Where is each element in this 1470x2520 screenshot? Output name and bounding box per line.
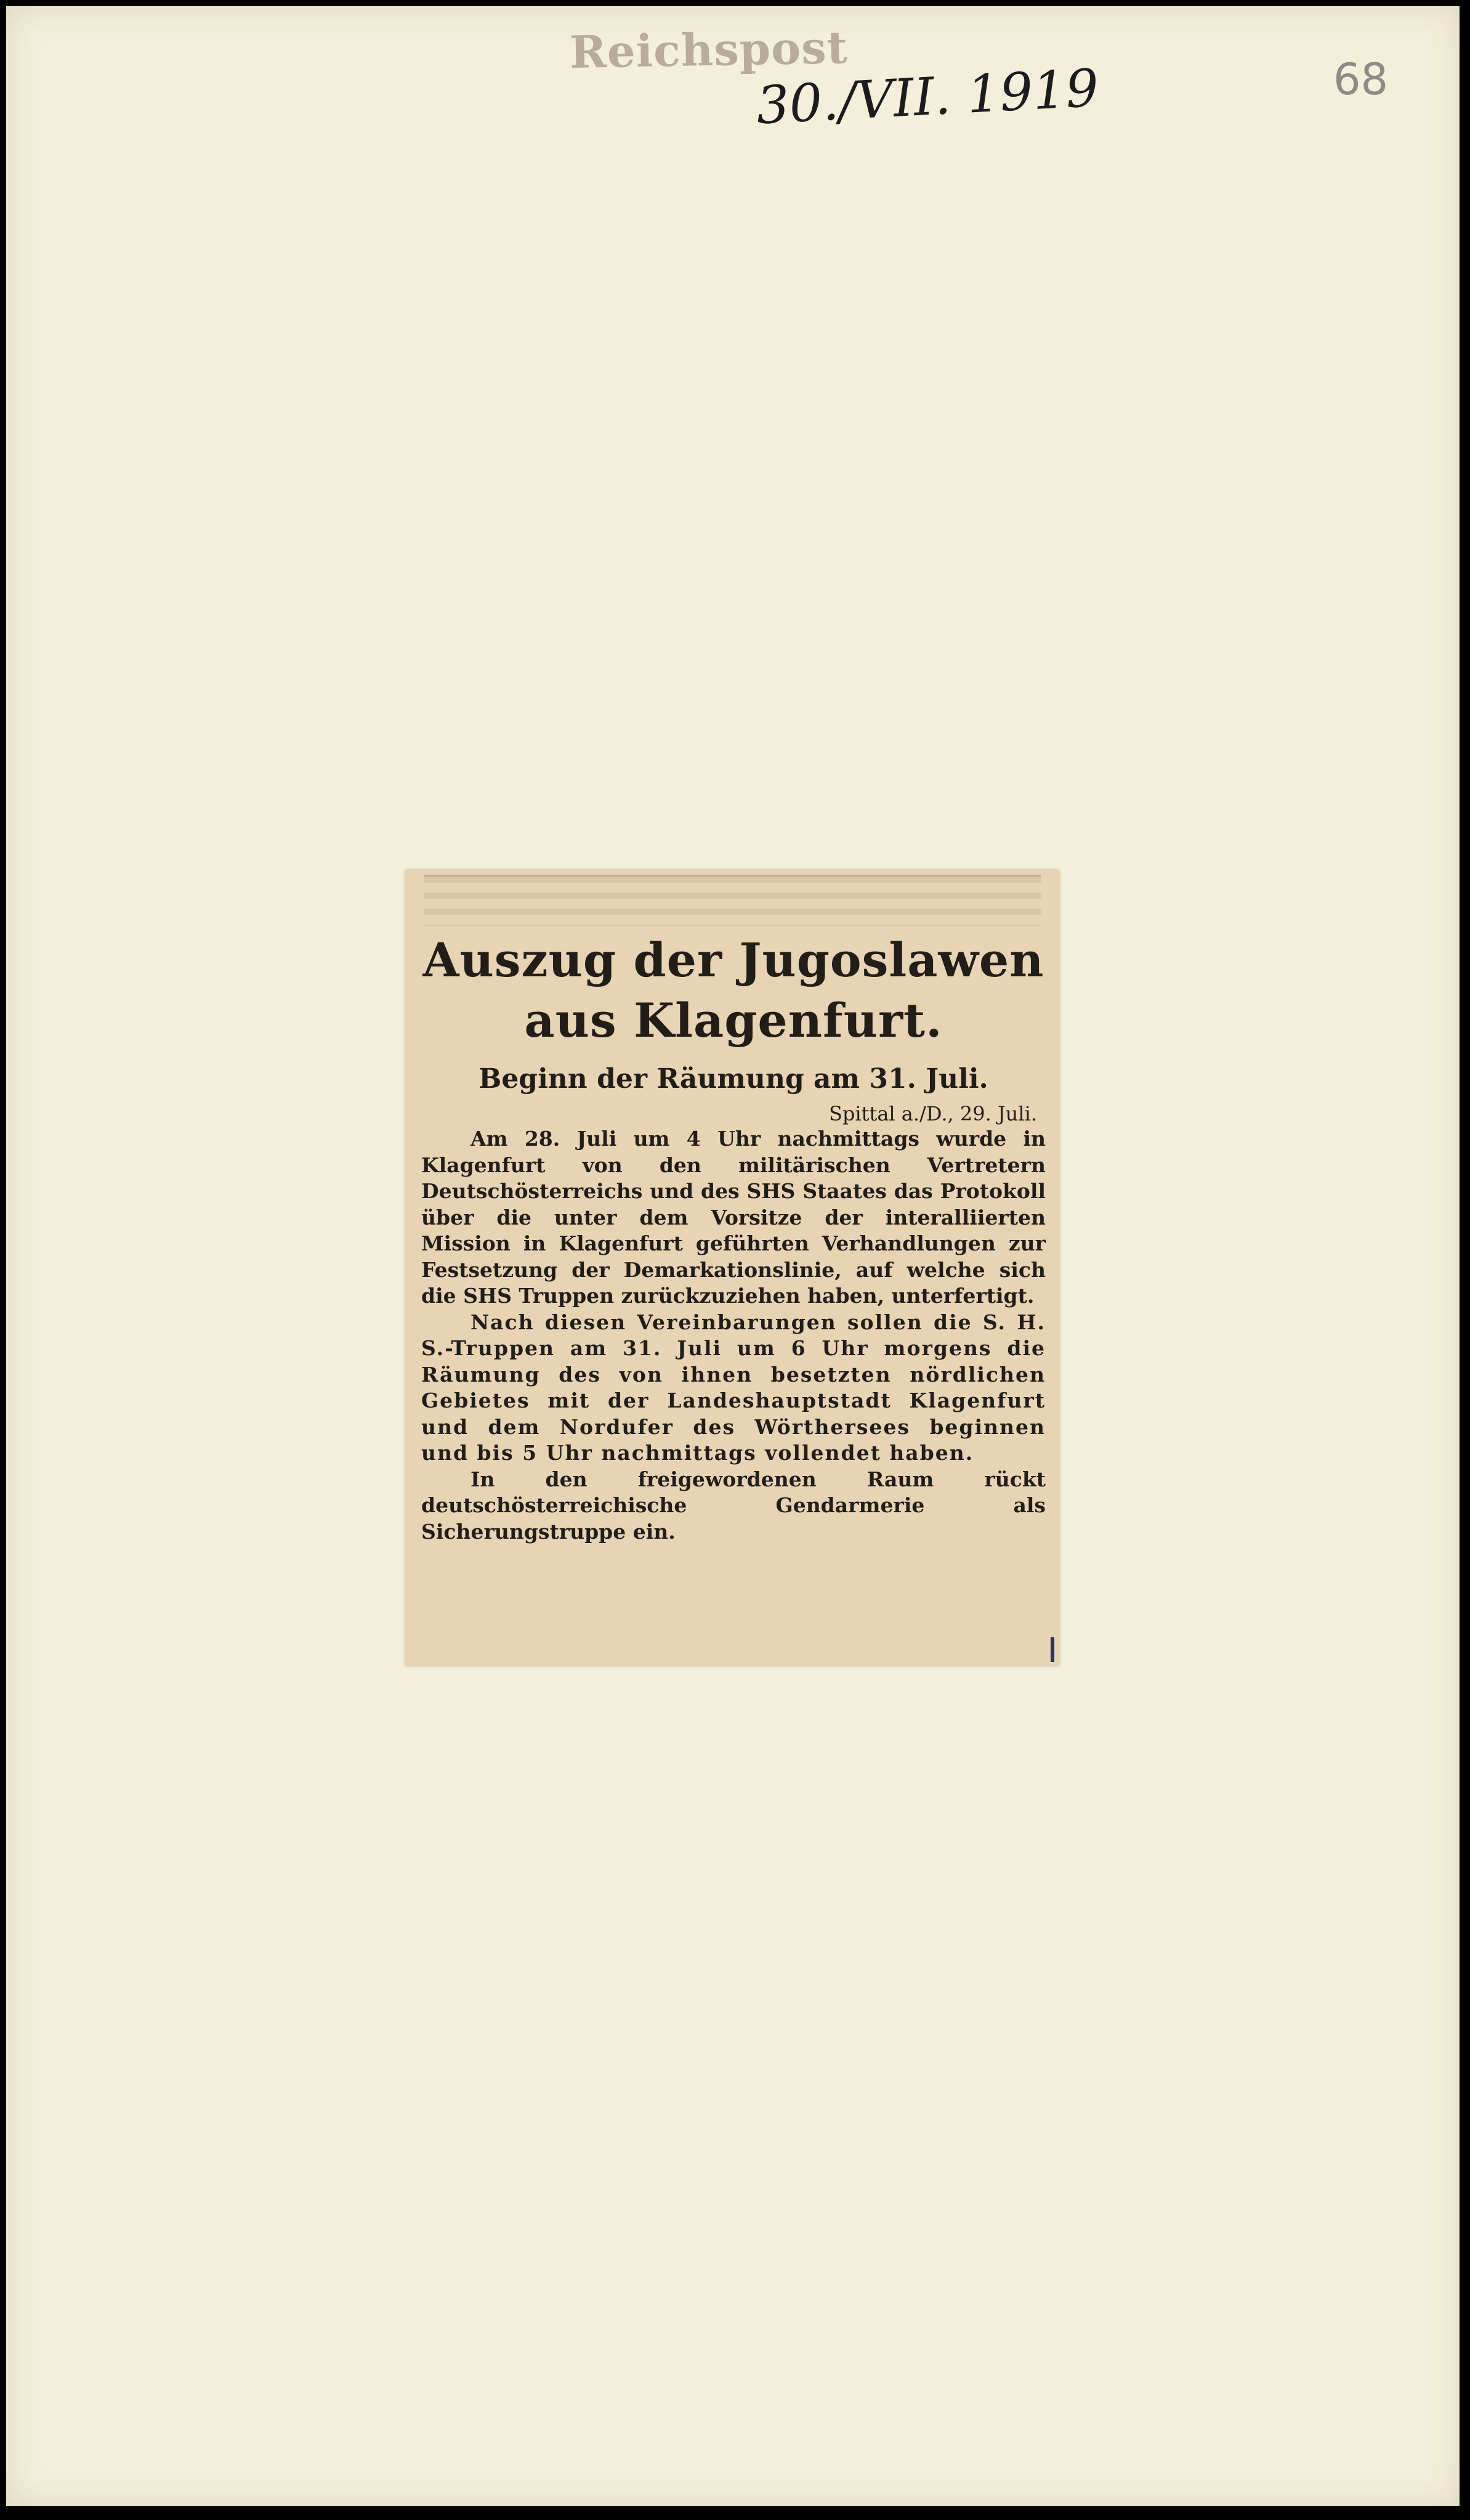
archive-sheet xyxy=(6,6,1460,2506)
newspaper-clipping xyxy=(405,870,1059,1666)
article-dateline: Spittal a./D., 29. Juli. xyxy=(828,1102,1037,1125)
newspaper-stamp: Reichspost xyxy=(569,21,849,78)
page-number: 68 xyxy=(1333,54,1389,105)
article-paragraph-3: In den freigewordenen Raum rückt deutschösterreichische Gendarmerie als Sicherungstruppe ein. xyxy=(421,1467,1046,1544)
article-subheadline: Beginn der Räumung am 31. Juli. xyxy=(479,1063,988,1095)
handwritten-date: 30./VII. 1919 xyxy=(754,57,1100,136)
clipping-bleedthrough xyxy=(424,875,1041,926)
clipping-edge-mark xyxy=(1051,1637,1054,1662)
article-paragraph-2: Nach diesen Vereinbarungen sollen die S. H. S.-Truppen am 31. Juli um 6 Uhr morgens die Räumung des von ihnen besetzten nördlichen Gebietes mit der Landeshauptstadt Klagenfurt und dem Nordufer des Wörthersees beginnen und bis 5 Uhr nachmittags vollendet haben. xyxy=(421,1310,1046,1465)
article-headline: Auszug der Jugoslawen aus Klagenfurt. xyxy=(422,933,1044,1048)
article-paragraph-1: Am 28. Juli um 4 Uhr nachmittags wurde in Klagenfurt von den militärischen Vertretern Deutschösterreichs und des SHS Staates das Protokoll über die unter dem Vorsitze der interalliierten Mission in Klagenfurt geführten Verhandlungen zur Festsetzung der Demarkationslinie, auf welche sich die SHS Truppen zurückzuziehen haben, unterfertigt. xyxy=(421,1127,1046,1308)
